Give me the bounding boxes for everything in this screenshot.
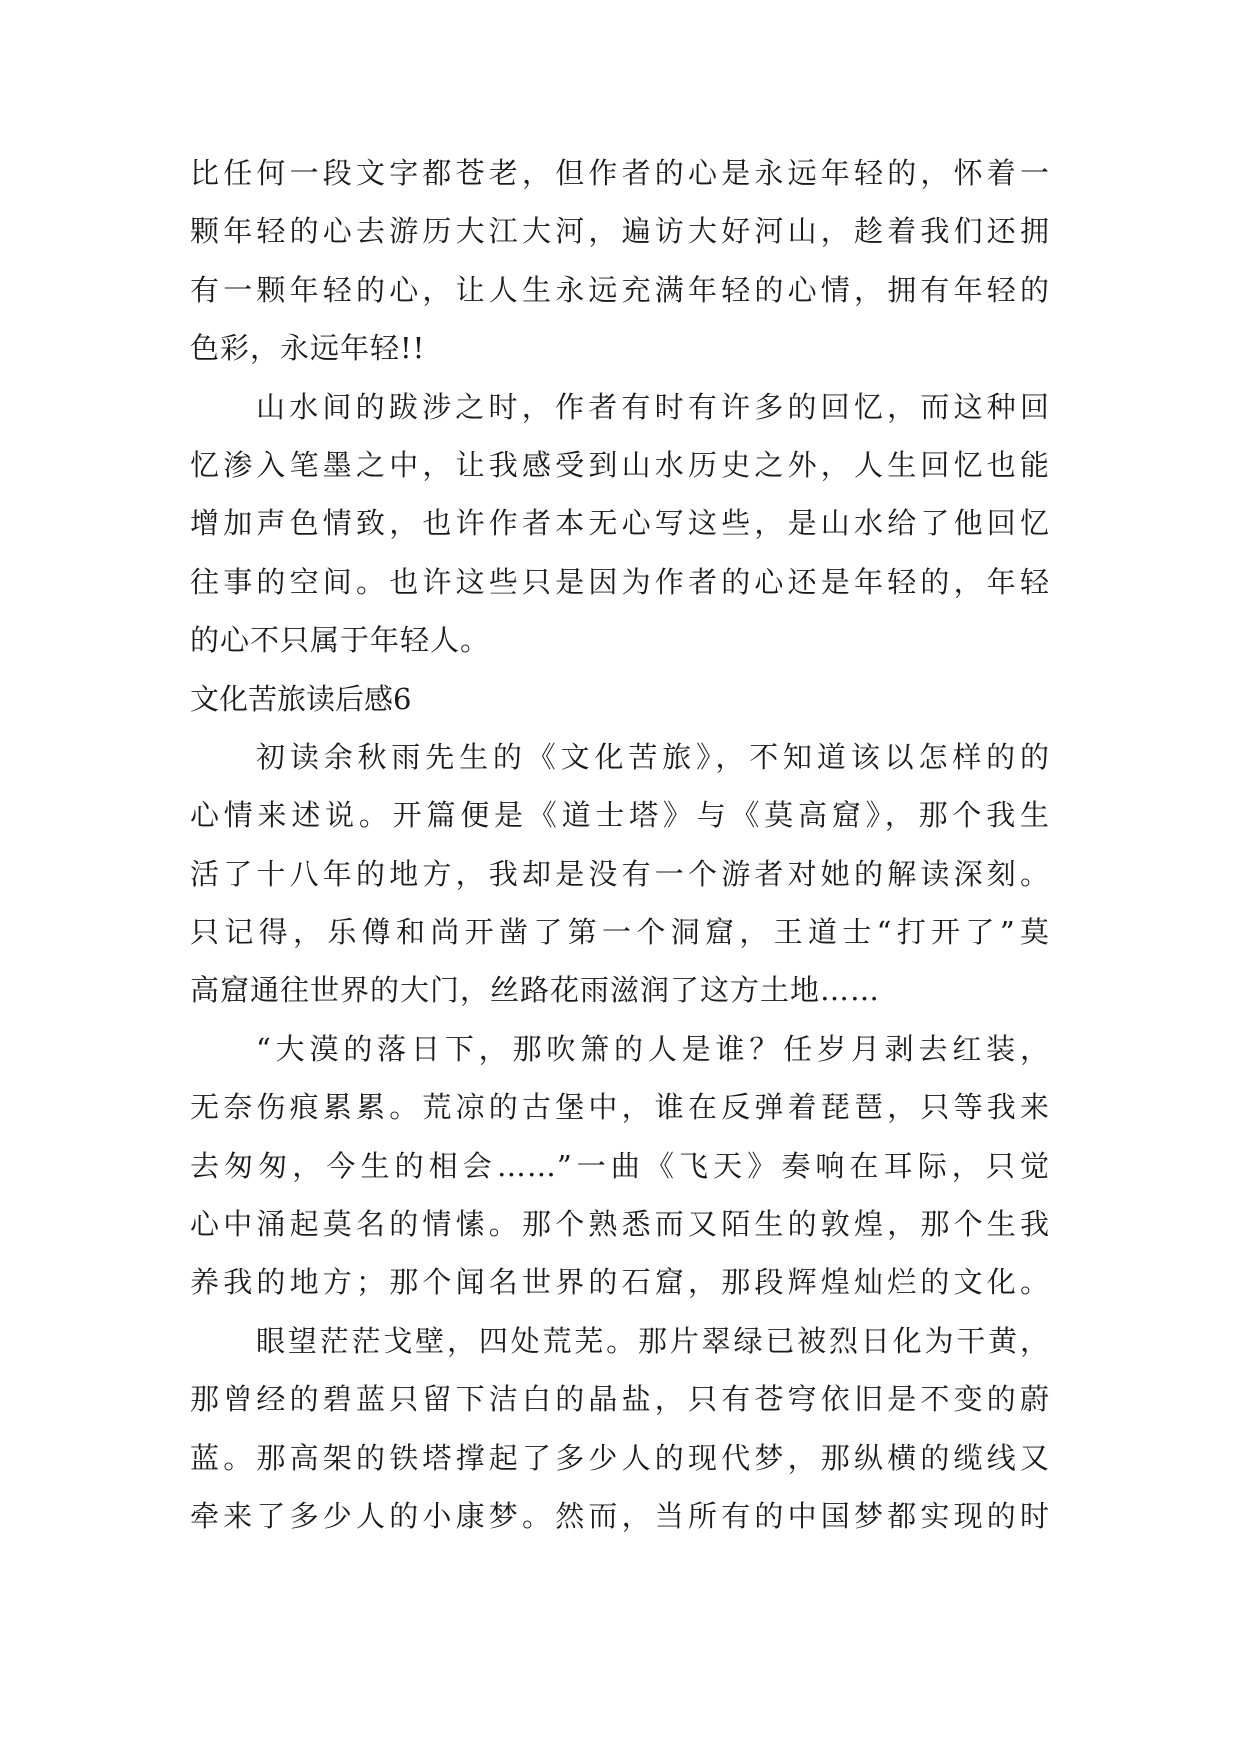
text-line: 忆渗入笔墨之中，让我感受到山水历史之外，人生回忆也能: [190, 447, 1050, 482]
text-line: 牵来了多少人的小康梦。然而，当所有的中国梦都实现的时: [190, 1498, 1050, 1533]
text-line: 蓝。那高架的铁塔撑起了多少人的现代梦，那纵横的缆线又: [190, 1440, 1050, 1475]
text-line: 增加声色情致，也许作者本无心写这些，是山水给了他回忆: [190, 506, 1050, 541]
text-line: 高窟通往世界的大门，丝路花雨滋润了这方土地……: [190, 973, 881, 1008]
text-line: 比任何一段文字都苍老，但作者的心是永远年轻的，怀着一: [190, 156, 1050, 190]
text-line: 的心不只属于年轻人。: [190, 623, 491, 658]
text-line: “大漠的落日下，那吹箫的人是谁？任岁月剥去红装，: [256, 1031, 1050, 1066]
text-line: 颗年轻的心去游历大江大河，遍访大好河山，趁着我们还拥: [190, 214, 1050, 249]
text-line: 初读余秋雨先生的《文化苦旅》，不知道该以怎样的的: [256, 739, 1050, 774]
section-heading: 文化苦旅读后感6: [190, 681, 412, 716]
text-line: 眼望茫茫戈壁，四处荒芜。那片翠绿已被烈日化为干黄，: [256, 1323, 1050, 1358]
text-line: 只记得，乐僔和尚开凿了第一个洞窟，王道士“打开了”莫: [190, 915, 1050, 950]
text-line: 去匆匆，今生的相会……”一曲《飞天》奏响在耳际，只觉: [190, 1148, 1050, 1183]
document-page: [190, 144, 1050, 1545]
text-line: 无奈伤痕累累。荒凉的古堡中，谁在反弹着琵琶，只等我来: [190, 1090, 1050, 1125]
text-line: 往事的空间。也许这些只是因为作者的心还是年轻的，年轻: [190, 564, 1050, 599]
text-line: 心中涌起莫名的情愫。那个熟悉而又陌生的敦煌，那个生我: [190, 1207, 1050, 1242]
text-line: 那曾经的碧蓝只留下洁白的晶盐，只有苍穹依旧是不变的蔚: [190, 1382, 1050, 1417]
text-line: 山水间的跋涉之时，作者有时有许多的回忆，而这种回: [256, 389, 1050, 424]
text-line: 活了十八年的地方，我却是没有一个游者对她的解读深刻。: [190, 856, 1050, 891]
text-line: 养我的地方；那个闻名世界的石窟，那段辉煌灿烂的文化。: [190, 1265, 1050, 1300]
text-line: 心情来述说。开篇便是《道士塔》与《莫高窟》，那个我生: [190, 798, 1050, 833]
text-line: 色彩，永远年轻!!: [190, 331, 426, 366]
text-line: 有一颗年轻的心，让人生永远充满年轻的心情，拥有年轻的: [190, 272, 1050, 307]
